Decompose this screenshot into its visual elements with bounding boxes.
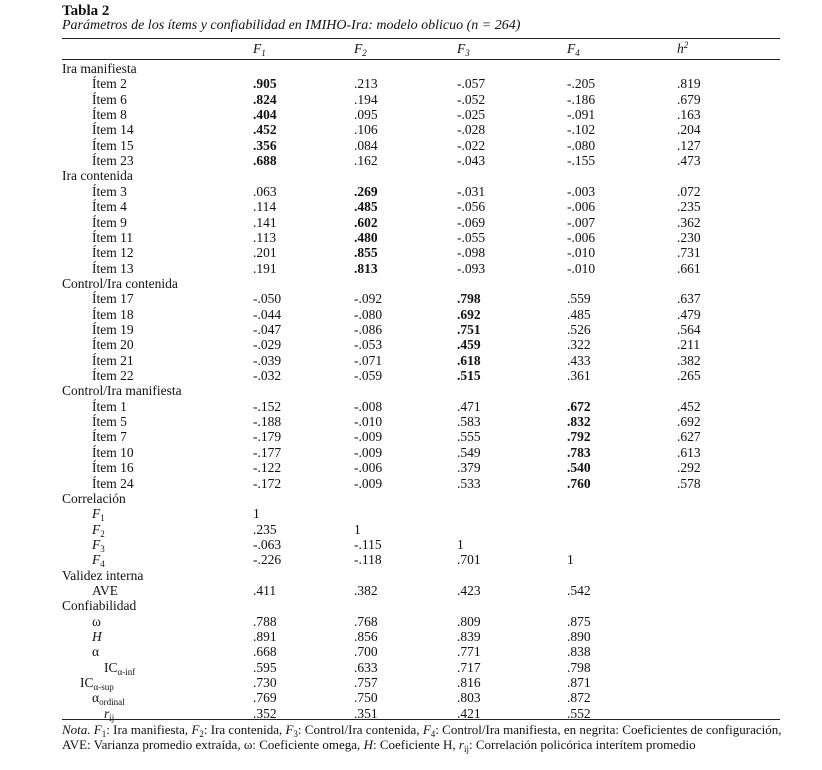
table-cell: -.059 [354, 368, 383, 383]
section-label: Correlación [62, 490, 126, 506]
table-row [0, 675, 822, 691]
table-cell: -.226 [253, 552, 282, 568]
table-cell: .106 [354, 122, 378, 138]
note-symbol-index: 2 [199, 729, 204, 739]
table-cell: -.009 [354, 429, 383, 445]
table-cell: -.122 [253, 460, 282, 476]
table-cell: .661 [677, 260, 701, 276]
table-row [0, 522, 822, 538]
row-label [92, 629, 102, 645]
note-symbol: F [422, 722, 431, 737]
table-row [0, 629, 822, 645]
table-cell: .072 [677, 183, 701, 199]
table-cell: .672 [567, 398, 591, 414]
table-cell: .452 [677, 398, 701, 414]
table-cell: .891 [253, 629, 277, 644]
table-cell: .452 [253, 122, 277, 138]
table-row [0, 583, 822, 599]
note-text: : Ira contenida, [203, 722, 286, 737]
table-row [0, 506, 822, 522]
table-cell: .191 [253, 260, 277, 276]
note-symbol-index: 4 [430, 729, 436, 739]
table-cell: -.098 [457, 245, 486, 261]
section-label: Control/Ira contenida [62, 275, 178, 291]
column-header: $F_4$ [567, 41, 580, 58]
table-cell: -.022 [457, 137, 486, 153]
table-cell: .421 [457, 705, 481, 721]
table-cell: .162 [354, 153, 378, 169]
row-label: Ítem 5 [92, 414, 127, 430]
table-cell: .583 [457, 414, 481, 430]
note-symbol: F [93, 722, 102, 737]
row-label: Ítem 1 [92, 398, 127, 414]
table-cell: -.155 [567, 153, 596, 169]
table-cell: .717 [457, 659, 481, 675]
table-row [0, 337, 822, 353]
table-cell: .771 [457, 644, 481, 660]
row-label: Ítem 21 [92, 352, 134, 368]
table-cell: .855 [354, 245, 378, 261]
table-cell: -.029 [253, 337, 282, 353]
table-cell: .872 [567, 690, 591, 706]
table-row [0, 537, 822, 553]
note-symbol: r [458, 737, 464, 752]
table-cell: .084 [354, 137, 378, 153]
row-label: α [92, 644, 100, 660]
table-cell: .362 [677, 214, 701, 230]
table-cell: 1 [457, 536, 464, 552]
row-label: Ítem 12 [92, 245, 134, 261]
column-header-index: 2 [362, 48, 367, 58]
table-cell: .692 [677, 414, 701, 430]
table-cell: .595 [253, 659, 277, 675]
table-cell: .637 [677, 291, 701, 307]
table-cell: .760 [567, 475, 591, 491]
table-cell: -.071 [354, 352, 383, 368]
table-cell: .515 [457, 368, 481, 383]
column-header-index: 3 [465, 48, 470, 58]
top-rule [62, 38, 780, 39]
table-cell: .480 [354, 229, 378, 245]
column-header: $F_3$ [457, 41, 470, 58]
section-row [0, 568, 822, 584]
row-label-symbol: F [92, 552, 101, 568]
table-cell: -.172 [253, 475, 282, 491]
table-cell: .201 [253, 245, 277, 261]
row-label-index: 2 [100, 528, 105, 539]
table-cell: -.055 [457, 229, 486, 245]
table-cell: .839 [457, 629, 481, 644]
table-cell: .750 [354, 690, 378, 706]
table-row [0, 414, 822, 430]
table-cell: -.010 [354, 414, 383, 430]
table-cell: .265 [677, 368, 701, 383]
table-cell: -.031 [457, 183, 486, 199]
section-label: Confiabilidad [62, 598, 137, 614]
table-row [0, 76, 822, 92]
row-label: Ítem 20 [92, 337, 134, 353]
table-cell: .459 [457, 337, 481, 353]
table-row [0, 445, 822, 461]
table-cell: .526 [567, 322, 591, 337]
note-symbol: F [191, 722, 200, 737]
table-cell: .838 [567, 644, 591, 660]
table-cell: .485 [354, 199, 378, 215]
table-cell: .356 [253, 137, 277, 153]
table-cell: .816 [457, 675, 481, 690]
table-cell: .213 [354, 76, 378, 92]
table-row [0, 122, 822, 138]
row-label: Ítem 11 [92, 229, 134, 245]
table-cell: .163 [677, 107, 701, 122]
row-label-symbol: H [92, 629, 102, 644]
table-cell: .788 [253, 613, 277, 629]
table-cell: -.152 [253, 398, 282, 414]
table-cell: .063 [253, 183, 277, 199]
table-cell: -.006 [567, 199, 596, 215]
row-label: Ítem 8 [92, 107, 127, 122]
table-row [0, 690, 822, 706]
row-label: Ítem 4 [92, 199, 127, 215]
header-rule [62, 59, 780, 60]
table-cell: .235 [253, 521, 277, 537]
table-cell: .382 [354, 582, 378, 598]
row-label: Ítem 24 [92, 475, 134, 491]
row-label: Ítem 10 [92, 444, 134, 460]
table-row [0, 353, 822, 369]
row-label: AVE [92, 582, 119, 598]
table-cell: -.003 [567, 183, 596, 199]
table-cell: .204 [677, 122, 701, 138]
table-cell: .230 [677, 229, 701, 245]
table-row [0, 322, 822, 338]
row-label: Ítem 16 [92, 460, 134, 476]
table-cell: .382 [677, 352, 701, 368]
table-cell: -.043 [457, 153, 486, 169]
table-cell: -.008 [354, 398, 383, 414]
table-cell: -.010 [567, 260, 596, 276]
table-cell: .292 [677, 460, 701, 476]
table-cell: -.050 [253, 291, 282, 307]
table-cell: .633 [354, 659, 378, 675]
table-cell: .479 [677, 306, 701, 322]
table-cell: .471 [457, 398, 481, 414]
table-row [0, 230, 822, 246]
table-cell: -.006 [354, 460, 383, 476]
table-cell: .361 [567, 368, 591, 383]
table-row [0, 199, 822, 215]
table-cell: -.028 [457, 122, 486, 138]
table-row [0, 399, 822, 415]
table-cell: .411 [253, 582, 277, 598]
row-label: $\alpha_{ordinal}$ [92, 690, 125, 708]
note-text: : Control/Ira contenida, [297, 722, 423, 737]
table-cell: -.205 [567, 76, 596, 92]
table-cell: -.177 [253, 444, 282, 460]
table-cell: .235 [677, 199, 701, 215]
table-cell: .730 [253, 675, 277, 690]
section-row [0, 276, 822, 292]
table-cell: -.069 [457, 214, 486, 230]
table-cell: .832 [567, 414, 591, 430]
table-cell: .618 [457, 352, 481, 368]
table-row [0, 245, 822, 261]
table-title: Tabla 2 [62, 3, 110, 19]
table-row [0, 138, 822, 154]
table-cell: -.032 [253, 368, 282, 383]
table-cell: .679 [677, 91, 701, 107]
table-note [62, 722, 782, 752]
table-cell: .757 [354, 675, 378, 690]
section-row [0, 491, 822, 507]
table-cell: -.092 [354, 291, 383, 307]
table-row [0, 368, 822, 384]
table-cell: .668 [253, 644, 277, 660]
table-cell: .701 [457, 552, 481, 568]
table-cell: .731 [677, 245, 701, 261]
table-cell: .552 [567, 705, 591, 721]
table-cell: -.007 [567, 214, 596, 230]
table-row [0, 153, 822, 169]
row-label [92, 537, 105, 553]
table-cell: .783 [567, 444, 591, 460]
note-text: : Correlación policórica interítem promedio [468, 737, 696, 752]
section-row [0, 61, 822, 77]
table-cell: -.053 [354, 337, 383, 353]
table-cell: -.006 [567, 229, 596, 245]
table-row [0, 307, 822, 323]
note-lead: Nota. [62, 722, 91, 737]
table-cell: -.093 [457, 260, 486, 276]
table-cell: -.057 [457, 76, 486, 92]
table-cell: .555 [457, 429, 481, 445]
table-row [0, 261, 822, 277]
table-cell: -.186 [567, 91, 596, 107]
table-cell: .379 [457, 460, 481, 476]
table-row [0, 107, 822, 123]
table-row [0, 291, 822, 307]
row-label: $IC_{\alpha-inf}$ [104, 659, 136, 677]
row-label-index: 4 [100, 559, 105, 570]
row-label-index: 1 [100, 513, 105, 524]
table-cell: .627 [677, 429, 701, 445]
table-cell: .856 [354, 629, 378, 644]
table-cell: .114 [253, 199, 277, 215]
table-cell: .809 [457, 613, 481, 629]
table-row [0, 460, 822, 476]
table-cell: .751 [457, 322, 481, 337]
table-cell: 1 [567, 552, 574, 568]
table-cell: -.118 [354, 552, 382, 568]
row-label: Ítem 15 [92, 137, 134, 153]
table-cell: .433 [567, 352, 591, 368]
table-cell: .871 [567, 675, 591, 690]
table-cell: -.044 [253, 306, 282, 322]
row-label: $IC_{\alpha-sup}$ [80, 675, 114, 692]
column-header-index: 1 [261, 48, 266, 58]
table-cell: .127 [677, 137, 701, 153]
note-text: : Coeficiente H, [372, 737, 459, 752]
row-label: Ítem 7 [92, 429, 127, 445]
table-cell: .803 [457, 690, 481, 706]
note-symbol: F [285, 722, 294, 737]
row-label [92, 522, 105, 538]
table-row [0, 184, 822, 200]
note-symbol-index: 3 [293, 729, 298, 739]
table-row [0, 660, 822, 676]
table-cell: .768 [354, 613, 378, 629]
row-label-symbol: F [92, 536, 101, 552]
table-row [0, 429, 822, 445]
note-text: : Control/Ira manifiesta, en negrita: Coeficientes de configuración, AVE: Varianza promedio extraída, ω: Coeficiente omega, [62, 722, 782, 752]
table-cell: .141 [253, 214, 277, 230]
table-cell: .890 [567, 629, 591, 644]
row-label-index: α-inf [117, 666, 136, 677]
note-symbol: H [363, 737, 373, 752]
table-cell: -.039 [253, 352, 282, 368]
table-cell: .351 [354, 705, 378, 721]
row-label-symbol: F [92, 506, 101, 522]
table-cell: .692 [457, 306, 481, 322]
table-row [0, 614, 822, 630]
section-row [0, 168, 822, 184]
table-cell: .700 [354, 644, 378, 660]
table-cell: .352 [253, 705, 277, 721]
section-label: Ira contenida [62, 168, 133, 184]
row-label: Ítem 18 [92, 306, 134, 322]
row-label: Ítem 22 [92, 368, 134, 383]
table-cell: 1 [354, 521, 361, 537]
table-row [0, 476, 822, 492]
note-symbol-index: 1 [101, 729, 107, 739]
row-label-symbol: F [92, 521, 101, 537]
row-label-symbol: r [104, 705, 110, 721]
table-cell: .095 [354, 107, 378, 122]
table-cell: .905 [253, 76, 277, 92]
table-cell: .211 [677, 337, 701, 353]
table-cell: -.052 [457, 91, 486, 107]
table-cell: -.115 [354, 536, 382, 552]
table-cell: .540 [567, 460, 591, 476]
column-header: $F_1$ [253, 41, 266, 58]
table-cell: .798 [567, 659, 591, 675]
table-cell: .404 [253, 107, 277, 122]
table-cell: .485 [567, 306, 591, 322]
row-label: Ítem 17 [92, 291, 134, 307]
table-cell: 1 [253, 506, 260, 522]
table-cell: -.056 [457, 199, 486, 215]
table-cell: -.025 [457, 107, 486, 122]
row-label-index: ordinal [99, 697, 125, 708]
table-cell: -.179 [253, 429, 282, 445]
table-cell: .564 [677, 322, 701, 337]
table-cell: -.102 [567, 122, 596, 138]
table-cell: -.188 [253, 414, 282, 430]
table-cell: .542 [567, 582, 591, 598]
table-cell: .798 [457, 291, 481, 307]
row-label: ω [92, 613, 101, 629]
bottom-rule [62, 719, 780, 720]
table-cell: -.080 [354, 306, 383, 322]
row-label: Ítem 14 [92, 122, 134, 138]
table-cell: .819 [677, 76, 701, 92]
table-cell: -.009 [354, 444, 383, 460]
row-label-index: ij [109, 712, 115, 723]
table-cell: .875 [567, 613, 591, 629]
row-label-index: 3 [100, 543, 105, 554]
row-label: Ítem 19 [92, 322, 134, 337]
section-label: Control/Ira manifiesta [62, 383, 182, 399]
table-cell: -.091 [567, 107, 596, 122]
table-cell: .473 [677, 153, 701, 169]
table-row [0, 644, 822, 660]
note-symbol-index: ij [463, 744, 469, 754]
table-cell: .533 [457, 475, 481, 491]
column-header-index: 2 [683, 40, 689, 50]
row-label: Ítem 23 [92, 153, 134, 169]
table-cell: .322 [567, 337, 591, 353]
table-cell: -.047 [253, 322, 282, 337]
table-row [0, 215, 822, 231]
table-cell: .813 [354, 260, 378, 276]
table-cell: -.080 [567, 137, 596, 153]
row-label [92, 506, 105, 522]
row-label: Ítem 13 [92, 260, 134, 276]
row-label-index: α-sup [93, 682, 114, 692]
row-label [92, 552, 105, 568]
header-row [0, 41, 822, 57]
section-row [0, 598, 822, 614]
table-cell: -.063 [253, 536, 282, 552]
table-cell: .269 [354, 183, 378, 199]
table-cell: .578 [677, 475, 701, 491]
table-cell: -.086 [354, 322, 383, 337]
table-subtitle: Parámetros de los ítems y confiabilidad en IMIHO-Ira: modelo oblicuo (n = 264) [62, 18, 521, 33]
column-header: $F_2$ [354, 41, 367, 58]
column-header-index: 4 [575, 48, 580, 58]
row-label: Ítem 3 [92, 183, 127, 199]
column-header: $h^2$ [677, 40, 689, 56]
table-row [0, 92, 822, 108]
table-cell: .602 [354, 214, 378, 230]
table-cell: .792 [567, 429, 591, 445]
table-cell: .423 [457, 582, 481, 598]
row-label: Ítem 9 [92, 214, 127, 230]
table-cell: -.009 [354, 475, 383, 491]
section-row [0, 383, 822, 399]
table-cell: .559 [567, 291, 591, 307]
table-cell: .613 [677, 444, 701, 460]
table-cell: -.010 [567, 245, 596, 261]
section-label: Validez interna [62, 567, 144, 583]
table-cell: .113 [253, 229, 277, 245]
table-cell: .549 [457, 444, 481, 460]
table-row [0, 552, 822, 568]
table-cell: .824 [253, 91, 277, 107]
row-label: Ítem 2 [92, 76, 127, 92]
table-cell: .688 [253, 153, 277, 169]
row-label: Ítem 6 [92, 91, 127, 107]
table-cell: .769 [253, 690, 277, 706]
section-label: Ira manifiesta [62, 61, 137, 76]
table-cell: .194 [354, 91, 378, 107]
note-text: : Ira manifiesta, [106, 722, 192, 737]
